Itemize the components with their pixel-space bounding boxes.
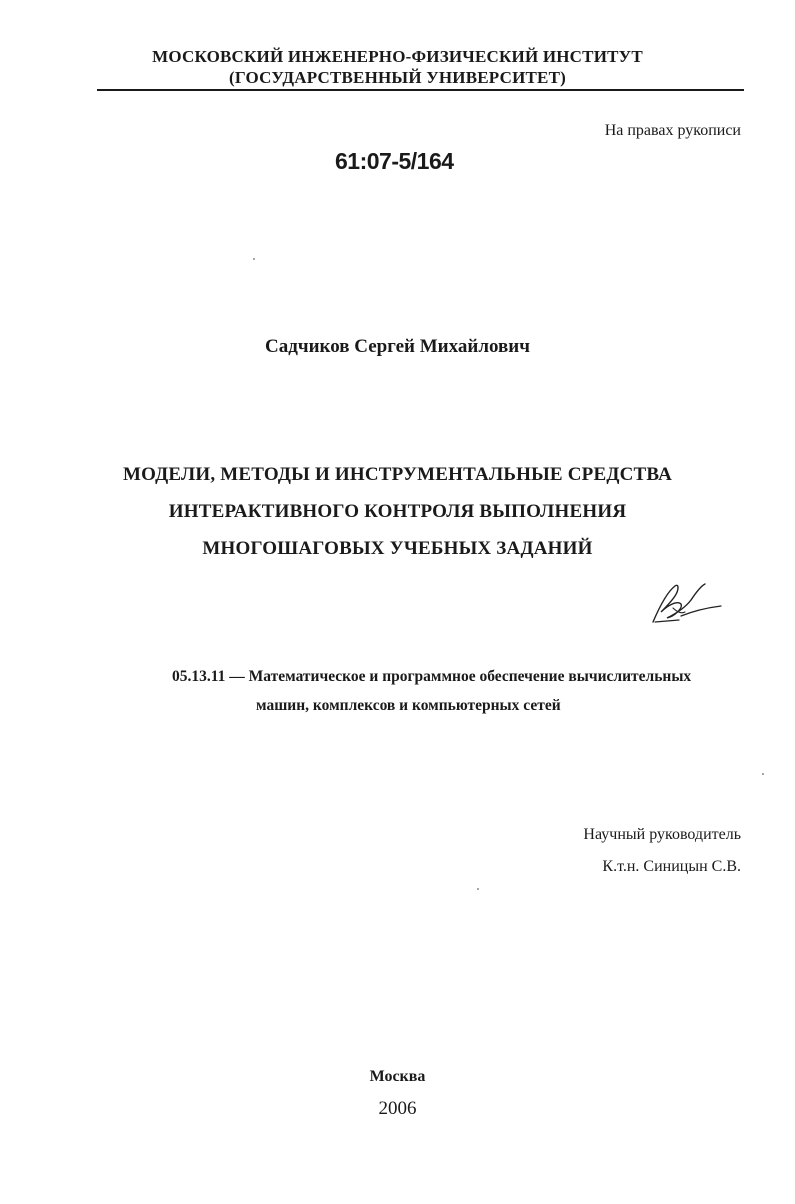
catalog-code: 61:07-5/164 xyxy=(335,148,454,174)
title-line1: МОДЕЛИ, МЕТОДЫ И ИНСТРУМЕНТАЛЬНЫЕ СРЕДСТВА xyxy=(122,464,673,485)
city: Москва xyxy=(369,1068,426,1085)
year: 2006 xyxy=(378,1098,417,1119)
scan-speck xyxy=(477,888,479,890)
scan-speck xyxy=(253,258,255,260)
specialty-line1: 05.13.11 — Математическое и программное обеспечение вычислительных xyxy=(172,668,692,685)
supervisor-name: К.т.н. Синицын С.В. xyxy=(602,858,741,875)
title-line2: ИНТЕРАКТИВНОГО КОНТРОЛЯ ВЫПОЛНЕНИЯ xyxy=(168,501,627,522)
specialty-line2: машин, комплексов и компьютерных сетей xyxy=(256,697,561,714)
title-line3: МНОГОШАГОВЫХ УЧЕБНЫХ ЗАДАНИЙ xyxy=(202,538,593,559)
scan-speck xyxy=(762,773,764,775)
manuscript-note: На правах рукописи xyxy=(604,122,741,139)
signature-mark xyxy=(645,578,725,628)
institute-name-line1: МОСКОВСКИЙ ИНЖЕНЕРНО-ФИЗИЧЕСКИЙ ИНСТИТУТ xyxy=(152,47,643,66)
institute-name-line2: (ГОСУДАРСТВЕННЫЙ УНИВЕРСИТЕТ) xyxy=(229,68,566,87)
header-rule xyxy=(97,89,744,91)
supervisor-label: Научный руководитель xyxy=(583,826,741,843)
author-name: Садчиков Сергей Михайлович xyxy=(265,336,530,357)
